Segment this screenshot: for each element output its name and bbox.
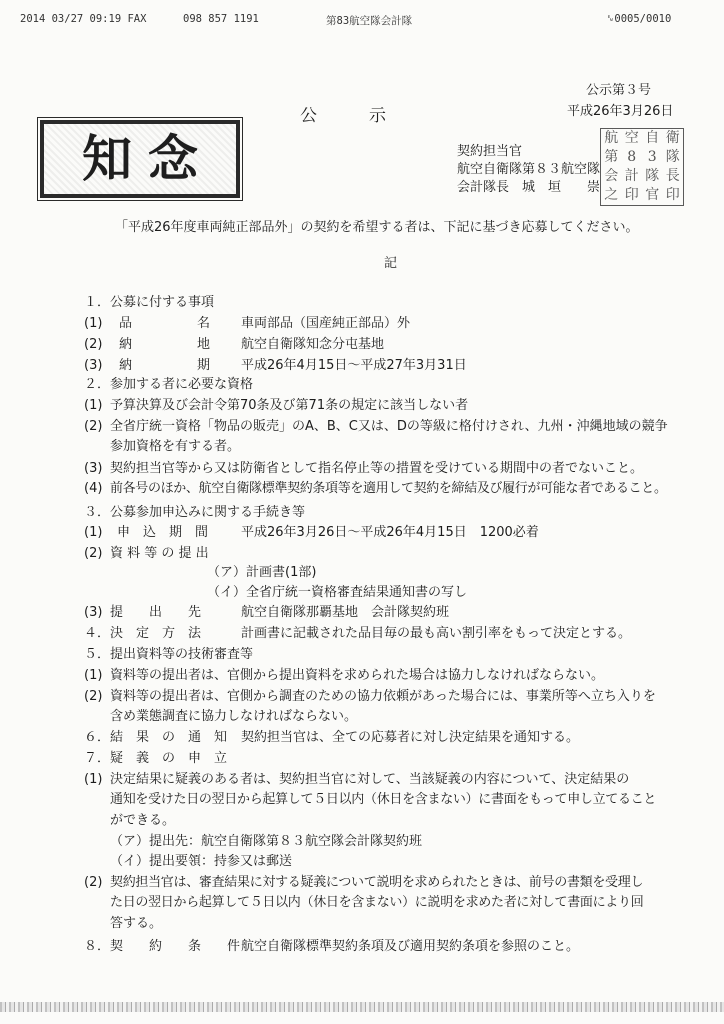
s7-i1-sub1: （ア）提出先：航空自衛隊第８３航空隊会計隊契約班 xyxy=(110,834,423,849)
issuer-unit: 航空自衛隊第８３航空隊 xyxy=(457,162,601,177)
s7-i1-line3: ができる。 xyxy=(110,813,176,828)
intro-text: 「平成26年度車両純正部品外」の契約を希望する者は、下記に基づき応募してください。 xyxy=(115,220,639,235)
seal-char: 自 xyxy=(645,130,660,146)
seal-char: 隊 xyxy=(665,149,680,165)
chinen-stamp xyxy=(40,120,240,198)
s3-i3-label: 提 出 先 xyxy=(110,605,202,620)
seal-char: 隊 xyxy=(645,168,660,184)
s6-value: 契約担当官は、全ての応募者に対し決定結果を通知する。 xyxy=(241,730,580,745)
s2-i2-line1: 全省庁統一資格「物品の販売」のA、B、C又は、Dの等級に格付けされ、九州・沖縄地域の競争 xyxy=(110,419,668,434)
s5-i1-no: (1) xyxy=(84,668,103,683)
s5-i2-line1: 資料等の提出者は、官側から調査のための協力依頼があった場合には、事業所等へ立ち入りを xyxy=(110,689,656,704)
seal-char: 長 xyxy=(665,168,680,184)
s8-value: 航空自衛隊標準契約条項及び適用契約条項を参照のこと。 xyxy=(241,939,580,954)
fax-sender: 第83航空隊会計隊 xyxy=(326,15,413,27)
s7-i2-line1: 契約担当官は、審査結果に対する疑義について説明を求められたときは、前号の書類を受理し xyxy=(110,875,644,890)
stamp-char: 念 xyxy=(148,129,198,188)
official-seal xyxy=(600,128,684,206)
seal-char: 3 xyxy=(647,149,657,165)
s2-i4-text: 前各号のほか、航空自衛隊標準契約条項等を適用して契約を締結及び履行が可能な者であること。 xyxy=(110,481,667,496)
stamp-char: 知 xyxy=(82,129,132,188)
s3-i3-no: (3) xyxy=(84,605,103,620)
s3-i3-value: 航空自衛隊那覇基地 会計隊契約班 xyxy=(241,605,450,620)
s7-i2-no: (2) xyxy=(84,875,103,890)
s2-i3-text: 契約担当官等から又は防衛省として指名停止等の措置を受けている期間中の者でないこと。 xyxy=(110,461,644,476)
s3-i2-sub2: （イ）全省庁統一資格審査結果通知書の写し xyxy=(207,585,468,600)
fax-page: ␙0005/0010 xyxy=(606,13,672,25)
scan-artifact xyxy=(0,1002,724,1012)
fax-datetime: 2014 03/27 09:19 FAX xyxy=(20,13,147,25)
seal-char: 衛 xyxy=(665,130,680,146)
s5-i2-line2: 含め業態調査に協力しなければならない。 xyxy=(110,709,358,724)
s1-i2-label: 納 地 xyxy=(119,337,211,352)
page-title: 公 示 xyxy=(300,106,392,126)
s4-value: 計画書に記載された品目毎の最も高い割引率をもって決定とする。 xyxy=(241,626,632,641)
s7-i1-line1: 決定結果に疑義のある者は、契約担当官に対して、当該疑義の内容について、決定結果の xyxy=(110,772,630,787)
section-2-heading: ２．参加する者に必要な資格 xyxy=(84,377,254,392)
s5-i2-no: (2) xyxy=(84,689,103,704)
section-7-heading: ７．疑 義 の 申 立 xyxy=(84,751,228,766)
fax-number: 098 857 1191 xyxy=(183,13,259,25)
section-3-heading: ３．公募参加申込みに関する手続き等 xyxy=(84,505,306,520)
s2-i2-no: (2) xyxy=(84,419,103,434)
section-4-heading: ４．決 定 方 法 xyxy=(84,626,202,641)
seal-char: 8 xyxy=(627,149,637,165)
seal-char: 官 xyxy=(645,187,660,203)
s2-i4-no: (4) xyxy=(84,481,103,496)
s1-i1-label: 品 名 xyxy=(119,316,211,331)
s1-i1-value: 車両部品（国産純正部品）外 xyxy=(241,316,411,331)
seal-char: 空 xyxy=(624,130,639,146)
seal-char: 之 xyxy=(604,187,619,203)
seal-char: 印 xyxy=(624,187,639,203)
issuer-name: 会計隊長 城 垣 崇 xyxy=(457,180,601,195)
notice-number: 公示第３号 xyxy=(586,83,652,98)
s1-i3-no: (3) xyxy=(84,358,103,373)
seal-char: 印 xyxy=(665,187,680,203)
seal-char: 会 xyxy=(604,168,619,184)
seal-char: 計 xyxy=(624,168,639,184)
s2-i2-line2: 参加資格を有する者。 xyxy=(110,439,241,454)
s2-i1-no: (1) xyxy=(84,398,103,413)
s5-i1-text: 資料等の提出者は、官側から提出資料を求められた場合は協力しなければならない。 xyxy=(110,668,605,683)
section-8-heading: ８．契 約 条 件 xyxy=(84,939,241,954)
issuer-role: 契約担当官 xyxy=(457,144,523,159)
seal-char: 航 xyxy=(604,130,619,146)
section-6-heading: ６．結 果 の 通 知 xyxy=(84,730,228,745)
s3-i2-sub1: （ア）計画書(1部) xyxy=(207,565,317,580)
ki-label: 記 xyxy=(384,256,398,271)
s3-i2-label: 資 料 等 の 提 出 xyxy=(110,546,209,561)
s1-i2-no: (2) xyxy=(84,337,103,352)
s3-i1-label: 申 込 期 間 xyxy=(117,525,209,540)
section-5-heading: ５．提出資料等の技術審査等 xyxy=(84,647,254,662)
s3-i1-no: (1) xyxy=(84,525,103,540)
seal-char: 第 xyxy=(604,149,619,165)
s1-i3-value: 平成26年4月15日～平成27年3月31日 xyxy=(241,358,467,373)
s7-i2-line3: 答する。 xyxy=(110,916,163,931)
section-1-heading: １．公募に付する事項 xyxy=(84,295,215,310)
s7-i2-line2: た日の翌日から起算して５日以内（休日を含まない）に説明を求めた者に対して書面により回 xyxy=(110,895,644,910)
s2-i3-no: (3) xyxy=(84,461,103,476)
s7-i1-line2: 通知を受けた日の翌日から起算して５日以内（休日を含まない）に書面をもって申し立てること xyxy=(110,792,657,807)
s1-i1-no: (1) xyxy=(84,316,103,331)
s3-i2-no: (2) xyxy=(84,546,103,561)
s7-i1-sub2: （イ）提出要領：持参又は郵送 xyxy=(110,854,293,869)
notice-date: 平成26年3月26日 xyxy=(567,104,674,119)
s3-i1-value: 平成26年3月26日～平成26年4月15日 1200必着 xyxy=(241,525,539,540)
s1-i2-value: 航空自衛隊知念分屯基地 xyxy=(241,337,385,352)
s2-i1-text: 予算決算及び会計令第70条及び第71条の規定に該当しない者 xyxy=(110,398,469,413)
s7-i1-no: (1) xyxy=(84,772,103,787)
s1-i3-label: 納 期 xyxy=(119,358,211,373)
